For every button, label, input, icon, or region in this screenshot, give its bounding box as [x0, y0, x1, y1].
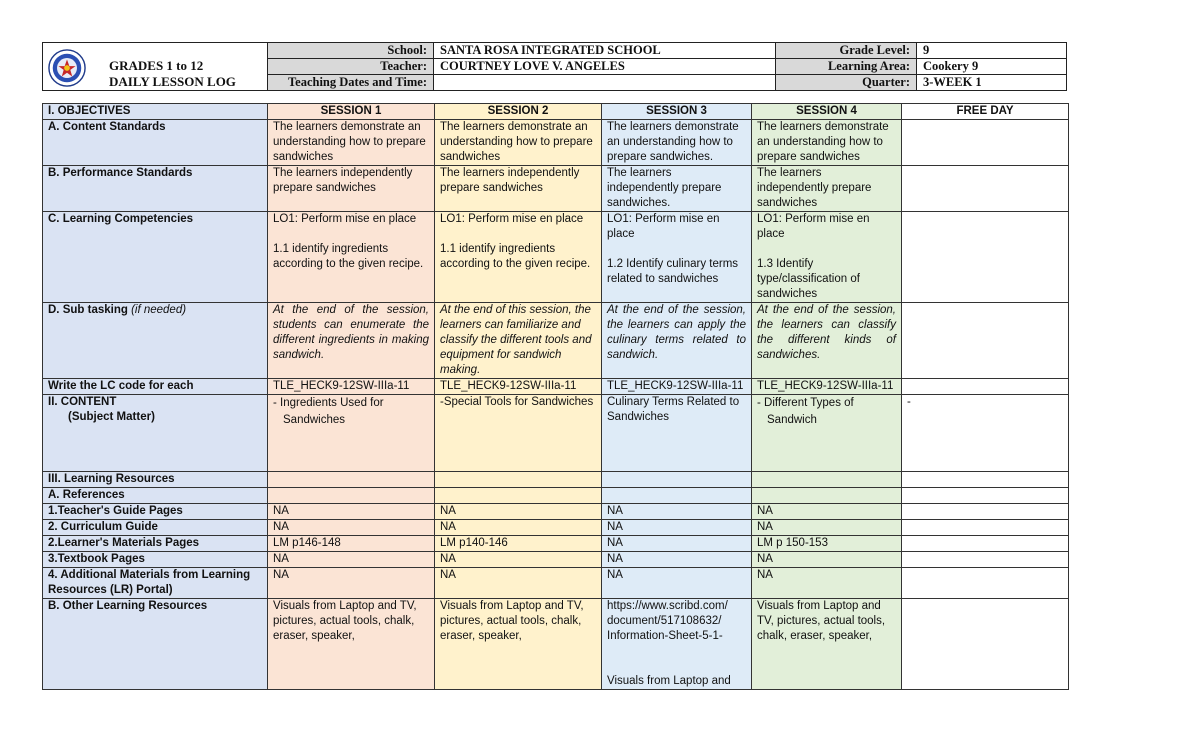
teacher-label: Teacher: — [268, 59, 434, 75]
content-bullet-cont: Sandwich — [767, 414, 817, 426]
row-label: III. Learning Resources — [43, 472, 268, 488]
session-3-cell: The learners independently prepare sandwiches. — [602, 166, 752, 212]
session-4-cell: NA — [752, 520, 902, 536]
resource-link[interactable]: https://www.scribd.com/ document/517108632/ Information-Sheet-5-1- — [607, 600, 728, 642]
session-3-cell — [602, 599, 752, 690]
content-label: II. CONTENT — [48, 396, 117, 408]
session-4-cell: NA — [752, 568, 902, 599]
session-3-cell — [602, 212, 752, 303]
session-2-cell: NA — [435, 504, 602, 520]
free-day-cell — [902, 552, 1069, 568]
session-4-cell: LM p 150-153 — [752, 536, 902, 552]
session-3-cell: NA — [602, 520, 752, 536]
content-bullet: - Ingredients Used for — [273, 397, 384, 409]
session-1-cell: NA — [268, 552, 435, 568]
session-3-cell: The learners demonstrate an understanding how to prepare sandwiches. — [602, 120, 752, 166]
session-2-cell: NA — [435, 520, 602, 536]
session-1-cell: NA — [268, 568, 435, 599]
content-row — [43, 395, 1069, 472]
learners-materials-row — [43, 536, 1069, 552]
session-1-cell: LM p146-148 — [268, 536, 435, 552]
row-label: C. Learning Competencies — [43, 212, 268, 303]
session-2-cell: -Special Tools for Sandwiches — [435, 395, 602, 472]
session-1-cell: The learners independently prepare sandwiches — [268, 166, 435, 212]
resource-text: Visuals from Laptop and — [607, 675, 731, 687]
competency-text: 1.2 Identify culinary terms related to sandwiches — [607, 258, 739, 285]
free-day-cell — [902, 504, 1069, 520]
sub-tasking-row — [43, 303, 1069, 379]
header-table — [42, 42, 1067, 91]
session-4-header: SESSION 4 — [752, 104, 902, 120]
lo-text: LO1: Perform mise en place — [273, 213, 417, 225]
document-title — [109, 58, 236, 90]
column-header-row — [43, 104, 1069, 120]
session-2-cell: TLE_HECK9-12SW-IIIa-11 — [435, 379, 602, 395]
session-1-cell: The learners demonstrate an understanding how to prepare sandwiches — [268, 120, 435, 166]
lc-code-row — [43, 379, 1069, 395]
row-label: 3.Textbook Pages — [43, 552, 268, 568]
other-resources-row — [43, 599, 1069, 690]
additional-materials-row — [43, 568, 1069, 599]
lo-text: LO1: Perform mise en place — [440, 213, 584, 225]
quarter-value: 3-WEEK 1 — [917, 75, 1067, 91]
session-3-cell: NA — [602, 536, 752, 552]
row-label: A. References — [43, 488, 268, 504]
row-label: Write the LC code for each — [43, 379, 268, 395]
session-1-cell — [268, 212, 435, 303]
performance-standards-row — [43, 166, 1069, 212]
lesson-log-table — [42, 103, 1069, 690]
row-label — [43, 303, 268, 379]
session-2-cell — [435, 212, 602, 303]
session-1-cell: NA — [268, 520, 435, 536]
teacher-value: COURTNEY LOVE V. ANGELES — [434, 59, 776, 75]
free-day-cell — [902, 536, 1069, 552]
row-label: 1.Teacher's Guide Pages — [43, 504, 268, 520]
row-label: 2. Curriculum Guide — [43, 520, 268, 536]
content-bullet-cont: Sandwiches — [283, 414, 346, 426]
free-day-cell — [902, 599, 1069, 690]
session-3-cell: NA — [602, 552, 752, 568]
session-2-cell: NA — [435, 552, 602, 568]
title-block — [43, 43, 268, 91]
content-bullet: - Different Types of — [757, 397, 854, 409]
session-1-cell: NA — [268, 504, 435, 520]
teaching-dates-value — [434, 75, 776, 91]
session-2-cell: The learners demonstrate an understanding how to prepare sandwiches — [435, 120, 602, 166]
lo-text: LO1: Perform mise en place — [757, 213, 870, 240]
session-1-cell: At the end of the session, students can enumerate the different ingredients in making sandwich. — [268, 303, 435, 379]
session-4-cell: TLE_HECK9-12SW-IIIa-11 — [752, 379, 902, 395]
session-4-cell: NA — [752, 552, 902, 568]
session-2-cell: LM p140-146 — [435, 536, 602, 552]
competency-text: 1.3 Identify type/classification of sandwiches — [757, 258, 860, 300]
learning-area-value: Cookery 9 — [917, 59, 1067, 75]
content-standards-row — [43, 120, 1069, 166]
session-2-cell: Visuals from Laptop and TV, pictures, actual tools, chalk, eraser, speaker, — [435, 599, 602, 690]
row-label: 4. Additional Materials from Learning Resources (LR) Portal) — [43, 568, 268, 599]
lo-text: LO1: Perform mise en place — [607, 213, 720, 240]
learning-competencies-row — [43, 212, 1069, 303]
grade-level-value: 9 — [917, 43, 1067, 59]
session-2-cell: The learners independently prepare sandwiches — [435, 166, 602, 212]
competency-text: 1.1 identify ingredients according to the given recipe. — [273, 243, 424, 270]
session-4-cell: The learners demonstrate an understanding how to prepare sandwiches — [752, 120, 902, 166]
session-3-header: SESSION 3 — [602, 104, 752, 120]
session-2-cell: At the end of this session, the learners can familiarize and classify the different tools and equipment for sandwich making. — [435, 303, 602, 379]
references-row — [43, 488, 1069, 504]
subject-matter-label: (Subject Matter) — [68, 411, 155, 423]
grade-level-label: Grade Level: — [776, 43, 917, 59]
row-label — [43, 395, 268, 472]
teachers-guide-row — [43, 504, 1069, 520]
school-label: School: — [268, 43, 434, 59]
quarter-label: Quarter: — [776, 75, 917, 91]
sub-tasking-label: D. Sub tasking — [48, 304, 128, 316]
session-1-cell: Visuals from Laptop and TV, pictures, actual tools, chalk, eraser, speaker, — [268, 599, 435, 690]
title-line-1: GRADES 1 to 12 — [109, 58, 204, 73]
session-3-cell: TLE_HECK9-12SW-IIIa-11 — [602, 379, 752, 395]
session-4-cell: At the end of the session, the learners can classify the different kinds of sandwiches. — [752, 303, 902, 379]
free-day-cell: - — [902, 395, 1069, 472]
free-day-cell — [902, 303, 1069, 379]
title-line-2: DAILY LESSON LOG — [109, 74, 236, 89]
session-4-cell: Visuals from Laptop and TV, pictures, actual tools, chalk, eraser, speaker, — [752, 599, 902, 690]
free-day-cell — [902, 568, 1069, 599]
session-2-header: SESSION 2 — [435, 104, 602, 120]
teaching-dates-label: Teaching Dates and Time: — [268, 75, 434, 91]
session-3-cell: NA — [602, 504, 752, 520]
session-1-cell: TLE_HECK9-12SW-IIIa-11 — [268, 379, 435, 395]
free-day-cell — [902, 120, 1069, 166]
free-day-cell — [902, 379, 1069, 395]
free-day-cell — [902, 520, 1069, 536]
session-3-cell: At the end of the session, the learners can apply the culinary terms related to sandwich. — [602, 303, 752, 379]
objectives-header: I. OBJECTIVES — [43, 104, 268, 120]
competency-text: 1.1 identify ingredients according to the given recipe. — [440, 243, 591, 270]
sub-tasking-note: (if needed) — [131, 304, 187, 316]
session-2-cell: NA — [435, 568, 602, 599]
free-day-cell — [902, 212, 1069, 303]
free-day-cell — [902, 166, 1069, 212]
session-3-cell: Culinary Terms Related to Sandwiches — [602, 395, 752, 472]
learning-resources-row — [43, 472, 1069, 488]
session-1-cell — [268, 395, 435, 472]
row-label: B. Performance Standards — [43, 166, 268, 212]
free-day-header: FREE DAY — [902, 104, 1069, 120]
session-4-cell: NA — [752, 504, 902, 520]
session-4-cell — [752, 212, 902, 303]
row-label: 2.Learner's Materials Pages — [43, 536, 268, 552]
row-label: A. Content Standards — [43, 120, 268, 166]
school-value: SANTA ROSA INTEGRATED SCHOOL — [434, 43, 776, 59]
session-4-cell — [752, 395, 902, 472]
deped-seal-icon — [48, 49, 86, 87]
session-4-cell: The learners independently prepare sandwiches — [752, 166, 902, 212]
textbook-pages-row — [43, 552, 1069, 568]
session-1-header: SESSION 1 — [268, 104, 435, 120]
curriculum-guide-row — [43, 520, 1069, 536]
learning-area-label: Learning Area: — [776, 59, 917, 75]
row-label: B. Other Learning Resources — [43, 599, 268, 690]
session-3-cell: NA — [602, 568, 752, 599]
